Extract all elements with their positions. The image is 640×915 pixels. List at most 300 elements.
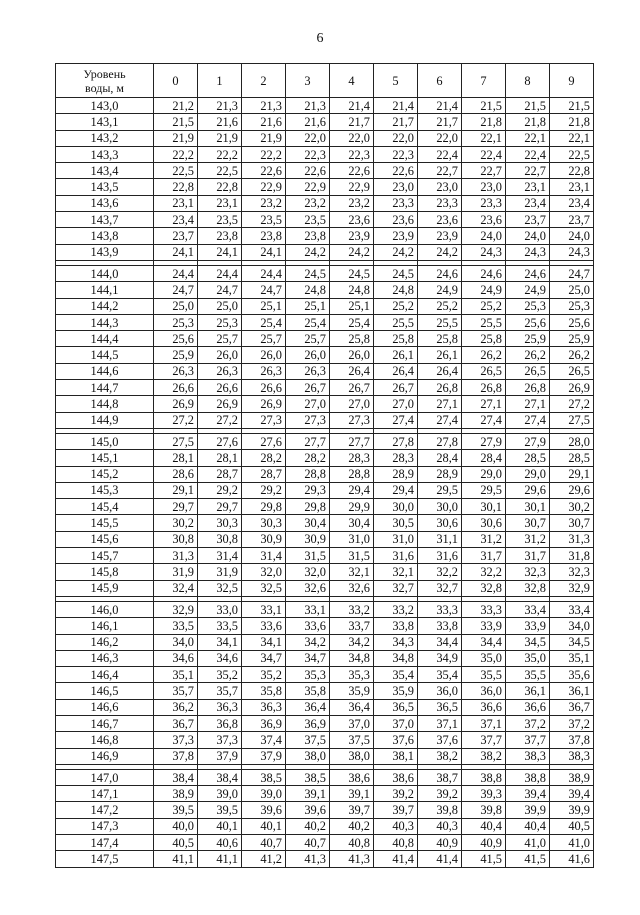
value-cell: 23,4 [154,212,198,228]
level-cell: 147,3 [56,818,154,834]
value-cell: 39,8 [462,802,506,818]
value-cell: 32,8 [462,580,506,596]
value-cell: 33,2 [374,601,418,617]
table-row [56,433,594,449]
value-cell: 25,7 [286,331,330,347]
header-digit: 0 [154,64,198,98]
value-cell: 34,0 [550,618,594,634]
value-cell: 37,3 [154,732,198,748]
table-row [56,265,594,281]
value-cell: 22,0 [418,130,462,146]
value-cell: 40,3 [374,818,418,834]
value-cell: 21,9 [198,130,242,146]
value-cell: 27,4 [506,412,550,428]
level-cell: 144,8 [56,396,154,412]
level-cell: 143,9 [56,244,154,260]
value-cell: 23,2 [242,195,286,211]
value-cell: 34,7 [286,650,330,666]
value-cell: 26,8 [506,380,550,396]
value-cell: 25,3 [198,314,242,330]
value-cell: 23,1 [550,179,594,195]
table-row [56,228,594,244]
value-cell: 30,6 [418,515,462,531]
value-cell: 27,1 [418,396,462,412]
value-cell: 41,4 [374,851,418,867]
value-cell: 24,3 [550,244,594,260]
value-cell: 21,5 [506,98,550,114]
value-cell: 34,8 [330,650,374,666]
value-cell: 34,6 [154,650,198,666]
value-cell: 34,8 [374,650,418,666]
value-cell: 31,4 [242,548,286,564]
value-cell: 39,6 [286,802,330,818]
value-cell: 23,9 [418,228,462,244]
value-cell: 27,0 [374,396,418,412]
value-cell: 40,4 [462,818,506,834]
value-cell: 40,1 [198,818,242,834]
value-cell: 31,3 [154,548,198,564]
water-level-table [55,63,594,868]
value-cell: 27,7 [286,433,330,449]
value-cell: 21,2 [154,98,198,114]
value-cell: 23,5 [198,212,242,228]
value-cell: 25,2 [374,298,418,314]
value-cell: 24,6 [462,265,506,281]
level-cell: 144,3 [56,314,154,330]
value-cell: 28,8 [286,466,330,482]
value-cell: 21,5 [550,98,594,114]
value-cell: 27,3 [330,412,374,428]
value-cell: 25,1 [286,298,330,314]
value-cell: 34,4 [462,634,506,650]
value-cell: 28,5 [506,450,550,466]
value-cell: 25,3 [506,298,550,314]
value-cell: 23,8 [286,228,330,244]
value-cell: 38,6 [330,769,374,785]
value-cell: 21,5 [462,98,506,114]
value-cell: 33,2 [330,601,374,617]
page-number: 6 [316,31,324,46]
value-cell: 30,3 [198,515,242,531]
value-cell: 40,0 [154,818,198,834]
table-row [56,282,594,298]
table-row [56,163,594,179]
value-cell: 29,9 [330,499,374,515]
value-cell: 22,5 [198,163,242,179]
value-cell: 41,5 [506,851,550,867]
table-row [56,466,594,482]
value-cell: 26,0 [198,347,242,363]
value-cell: 22,2 [198,146,242,162]
value-cell: 31,5 [286,548,330,564]
value-cell: 27,0 [286,396,330,412]
value-cell: 40,2 [286,818,330,834]
value-cell: 37,4 [242,732,286,748]
value-cell: 22,1 [506,130,550,146]
value-cell: 34,7 [242,650,286,666]
value-cell: 37,1 [462,715,506,731]
value-cell: 37,7 [506,732,550,748]
value-cell: 36,7 [550,699,594,715]
value-cell: 32,9 [550,580,594,596]
value-cell: 39,3 [462,786,506,802]
value-cell: 41,4 [418,851,462,867]
value-cell: 35,4 [418,667,462,683]
value-cell: 24,9 [506,282,550,298]
value-cell: 26,0 [330,347,374,363]
value-cell: 30,2 [550,499,594,515]
level-cell: 146,1 [56,618,154,634]
value-cell: 30,8 [154,531,198,547]
level-cell: 145,6 [56,531,154,547]
header-digit: 1 [198,64,242,98]
value-cell: 36,4 [330,699,374,715]
value-cell: 28,0 [550,433,594,449]
value-cell: 40,6 [198,835,242,851]
value-cell: 36,9 [242,715,286,731]
value-cell: 36,6 [506,699,550,715]
value-cell: 29,0 [506,466,550,482]
value-cell: 31,7 [462,548,506,564]
value-cell: 23,5 [242,212,286,228]
value-cell: 26,4 [418,363,462,379]
value-cell: 33,9 [506,618,550,634]
level-cell: 144,2 [56,298,154,314]
value-cell: 25,2 [462,298,506,314]
table-row [56,667,594,683]
table-row [56,482,594,498]
value-cell: 28,6 [154,466,198,482]
value-cell: 27,6 [198,433,242,449]
value-cell: 23,1 [154,195,198,211]
value-cell: 22,1 [550,130,594,146]
value-cell: 22,6 [242,163,286,179]
value-cell: 27,8 [374,433,418,449]
value-cell: 32,0 [242,564,286,580]
value-cell: 21,6 [198,114,242,130]
value-cell: 39,6 [242,802,286,818]
value-cell: 32,1 [330,564,374,580]
value-cell: 35,3 [286,667,330,683]
value-cell: 21,7 [330,114,374,130]
value-cell: 36,5 [418,699,462,715]
value-cell: 39,4 [506,786,550,802]
level-cell: 145,9 [56,580,154,596]
value-cell: 26,5 [506,363,550,379]
value-cell: 24,3 [462,244,506,260]
value-cell: 41,1 [154,851,198,867]
value-cell: 37,2 [550,715,594,731]
value-cell: 22,5 [550,146,594,162]
value-cell: 28,3 [374,450,418,466]
value-cell: 34,2 [330,634,374,650]
value-cell: 24,8 [374,282,418,298]
value-cell: 22,4 [462,146,506,162]
value-cell: 33,4 [506,601,550,617]
value-cell: 27,8 [418,433,462,449]
value-cell: 39,8 [418,802,462,818]
value-cell: 29,6 [506,482,550,498]
value-cell: 39,5 [154,802,198,818]
table-row [56,98,594,114]
value-cell: 24,7 [550,265,594,281]
value-cell: 31,3 [550,531,594,547]
value-cell: 33,1 [242,601,286,617]
value-cell: 37,9 [198,748,242,764]
value-cell: 21,4 [374,98,418,114]
value-cell: 30,0 [374,499,418,515]
table-row [56,683,594,699]
value-cell: 30,3 [242,515,286,531]
value-cell: 26,1 [374,347,418,363]
table-row [56,715,594,731]
value-cell: 21,8 [506,114,550,130]
value-cell: 37,2 [506,715,550,731]
header-digit: 9 [550,64,594,98]
value-cell: 24,4 [242,265,286,281]
value-cell: 31,1 [418,531,462,547]
header-digit: 8 [506,64,550,98]
value-cell: 22,0 [330,130,374,146]
table-row [56,548,594,564]
value-cell: 26,1 [418,347,462,363]
table-row [56,769,594,785]
value-cell: 29,1 [154,482,198,498]
value-cell: 30,4 [330,515,374,531]
value-cell: 27,4 [462,412,506,428]
value-cell: 27,6 [242,433,286,449]
header-digit: 5 [374,64,418,98]
table-row [56,195,594,211]
value-cell: 35,8 [286,683,330,699]
value-cell: 30,4 [286,515,330,531]
value-cell: 23,2 [330,195,374,211]
level-cell: 144,4 [56,331,154,347]
value-cell: 26,0 [242,347,286,363]
value-cell: 36,8 [198,715,242,731]
value-cell: 35,0 [506,650,550,666]
value-cell: 37,6 [418,732,462,748]
value-cell: 25,6 [506,314,550,330]
value-cell: 27,2 [198,412,242,428]
table-row [56,179,594,195]
level-cell: 146,5 [56,683,154,699]
value-cell: 23,5 [286,212,330,228]
value-cell: 24,8 [286,282,330,298]
value-cell: 33,9 [462,618,506,634]
value-cell: 22,6 [374,163,418,179]
value-cell: 24,8 [330,282,374,298]
value-cell: 27,3 [242,412,286,428]
level-cell: 143,6 [56,195,154,211]
value-cell: 26,2 [550,347,594,363]
value-cell: 24,9 [418,282,462,298]
value-cell: 30,1 [462,499,506,515]
header-digit: 2 [242,64,286,98]
value-cell: 29,7 [198,499,242,515]
value-cell: 25,4 [242,314,286,330]
value-cell: 38,4 [154,769,198,785]
value-cell: 21,7 [418,114,462,130]
value-cell: 33,6 [286,618,330,634]
value-cell: 26,3 [154,363,198,379]
table-row [56,347,594,363]
table-row [56,396,594,412]
table-row [56,244,594,260]
value-cell: 37,9 [242,748,286,764]
value-cell: 25,4 [286,314,330,330]
level-cell: 146,2 [56,634,154,650]
value-cell: 22,9 [286,179,330,195]
value-cell: 35,1 [154,667,198,683]
value-cell: 40,1 [242,818,286,834]
value-cell: 40,2 [330,818,374,834]
value-cell: 41,3 [330,851,374,867]
value-cell: 31,5 [330,548,374,564]
value-cell: 22,7 [462,163,506,179]
value-cell: 38,5 [286,769,330,785]
value-cell: 22,5 [154,163,198,179]
value-cell: 22,6 [330,163,374,179]
value-cell: 38,7 [418,769,462,785]
value-cell: 22,7 [506,163,550,179]
value-cell: 23,7 [506,212,550,228]
value-cell: 30,9 [286,531,330,547]
value-cell: 29,1 [550,466,594,482]
value-cell: 25,3 [154,314,198,330]
value-cell: 38,1 [374,748,418,764]
value-cell: 32,5 [242,580,286,596]
level-cell: 147,5 [56,851,154,867]
value-cell: 32,0 [286,564,330,580]
value-cell: 40,4 [506,818,550,834]
value-cell: 38,4 [198,769,242,785]
value-cell: 24,4 [198,265,242,281]
header-digit: 3 [286,64,330,98]
value-cell: 24,3 [506,244,550,260]
table-row [56,314,594,330]
value-cell: 29,6 [550,482,594,498]
value-cell: 24,0 [462,228,506,244]
value-cell: 40,8 [330,835,374,851]
value-cell: 24,4 [154,265,198,281]
value-cell: 24,5 [330,265,374,281]
value-cell: 31,2 [462,531,506,547]
value-cell: 25,4 [330,314,374,330]
value-cell: 21,6 [286,114,330,130]
value-cell: 39,2 [374,786,418,802]
value-cell: 37,5 [330,732,374,748]
value-cell: 21,7 [374,114,418,130]
value-cell: 38,3 [550,748,594,764]
value-cell: 26,5 [462,363,506,379]
value-cell: 31,0 [374,531,418,547]
level-cell: 145,7 [56,548,154,564]
value-cell: 21,6 [242,114,286,130]
value-cell: 21,4 [330,98,374,114]
value-cell: 36,9 [286,715,330,731]
value-cell: 38,3 [506,748,550,764]
level-cell: 144,0 [56,265,154,281]
value-cell: 26,8 [462,380,506,396]
value-cell: 41,3 [286,851,330,867]
table-row [56,786,594,802]
value-cell: 35,5 [506,667,550,683]
value-cell: 23,6 [330,212,374,228]
value-cell: 23,9 [374,228,418,244]
value-cell: 32,2 [462,564,506,580]
value-cell: 37,5 [286,732,330,748]
value-cell: 29,8 [242,499,286,515]
value-cell: 35,8 [242,683,286,699]
value-cell: 28,9 [418,466,462,482]
value-cell: 22,2 [154,146,198,162]
value-cell: 40,3 [418,818,462,834]
value-cell: 36,6 [462,699,506,715]
value-cell: 23,4 [550,195,594,211]
level-cell: 144,7 [56,380,154,396]
value-cell: 22,8 [550,163,594,179]
value-cell: 36,3 [242,699,286,715]
value-cell: 23,4 [506,195,550,211]
value-cell: 34,9 [418,650,462,666]
value-cell: 22,0 [286,130,330,146]
value-cell: 21,9 [154,130,198,146]
value-cell: 23,3 [418,195,462,211]
value-cell: 24,0 [506,228,550,244]
value-cell: 32,4 [154,580,198,596]
value-cell: 34,5 [506,634,550,650]
table-row [56,531,594,547]
value-cell: 31,4 [198,548,242,564]
value-cell: 38,8 [462,769,506,785]
value-cell: 23,0 [462,179,506,195]
value-cell: 36,2 [154,699,198,715]
value-cell: 37,6 [374,732,418,748]
value-cell: 23,0 [418,179,462,195]
level-cell: 143,8 [56,228,154,244]
value-cell: 25,5 [374,314,418,330]
value-cell: 24,7 [242,282,286,298]
value-cell: 23,7 [550,212,594,228]
value-cell: 22,9 [330,179,374,195]
value-cell: 24,5 [374,265,418,281]
value-cell: 24,2 [330,244,374,260]
header-level: Уровень воды, м [56,64,154,98]
value-cell: 24,5 [286,265,330,281]
value-cell: 31,6 [374,548,418,564]
value-cell: 23,3 [374,195,418,211]
value-cell: 23,8 [242,228,286,244]
level-cell: 147,2 [56,802,154,818]
value-cell: 34,4 [418,634,462,650]
value-cell: 33,8 [418,618,462,634]
value-cell: 29,2 [198,482,242,498]
value-cell: 31,0 [330,531,374,547]
value-cell: 36,5 [374,699,418,715]
value-cell: 27,3 [286,412,330,428]
table-row [56,802,594,818]
value-cell: 26,7 [286,380,330,396]
value-cell: 39,5 [198,802,242,818]
value-cell: 29,7 [154,499,198,515]
value-cell: 26,7 [330,380,374,396]
level-cell: 143,3 [56,146,154,162]
value-cell: 41,1 [198,851,242,867]
value-cell: 29,4 [374,482,418,498]
value-cell: 28,9 [374,466,418,482]
level-cell: 145,8 [56,564,154,580]
